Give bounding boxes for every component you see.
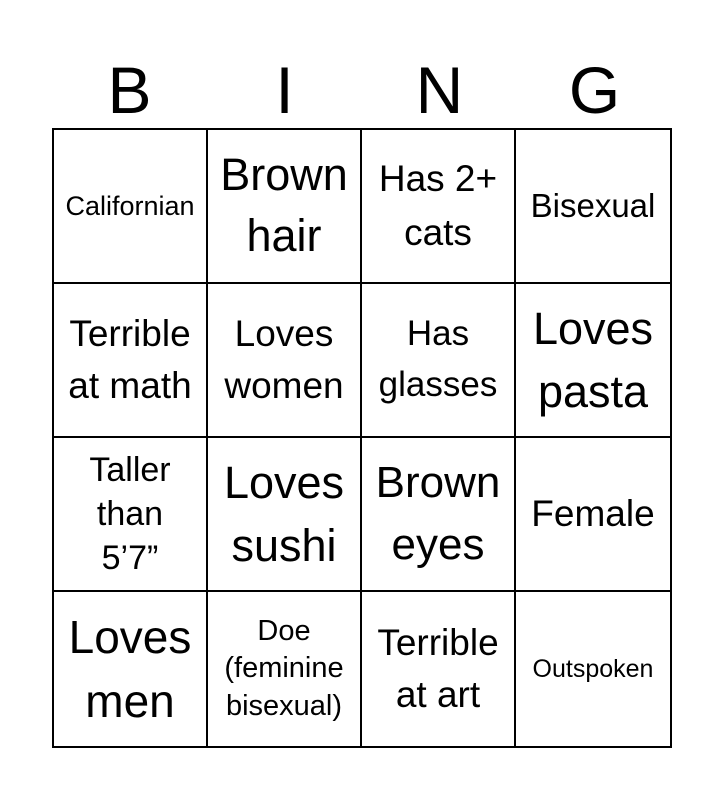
header-letter-b: B — [107, 53, 152, 127]
cell-label: Has glasses — [378, 314, 498, 404]
bingo-board — [52, 128, 672, 748]
bingo-cell[interactable] — [516, 438, 670, 592]
header-letter-n: N — [415, 53, 464, 127]
cell-label: Terrible at art — [377, 622, 499, 715]
bingo-cell[interactable] — [362, 130, 516, 284]
bingo-cell[interactable] — [516, 130, 670, 284]
cell-label: Loves men — [68, 610, 192, 727]
cell-label: Bisexual — [530, 187, 656, 225]
bingo-cell[interactable] — [54, 438, 208, 592]
cell-label: Outspoken — [532, 655, 654, 683]
cell-label: Terrible at math — [68, 313, 192, 406]
cell-label: Female — [531, 493, 655, 535]
cell-label: Has 2+ cats — [378, 158, 498, 253]
bingo-header — [52, 52, 672, 128]
cell-label: Brown hair — [220, 149, 348, 261]
header-letter-i: I — [275, 53, 294, 127]
bingo-cell[interactable] — [362, 592, 516, 746]
cell-label: Loves pasta — [532, 303, 654, 417]
bingo-cell[interactable] — [516, 284, 670, 438]
bingo-cell[interactable] — [208, 438, 362, 592]
cell-label: Taller than 5’7” — [89, 450, 171, 578]
cell-label: Doe (feminine bisexual) — [224, 615, 344, 722]
header-letter-g: G — [568, 53, 621, 127]
cell-label: Californian — [65, 190, 195, 221]
bingo-cell[interactable] — [54, 284, 208, 438]
bingo-cell[interactable] — [208, 284, 362, 438]
bingo-cell[interactable] — [516, 592, 670, 746]
bingo-cell[interactable] — [54, 592, 208, 746]
bingo-cell[interactable] — [54, 130, 208, 284]
cell-label: Loves sushi — [223, 457, 345, 571]
bingo-cell[interactable] — [208, 130, 362, 284]
cell-label: Brown eyes — [375, 458, 501, 569]
cell-label: Loves women — [224, 313, 344, 406]
bingo-cell[interactable] — [362, 438, 516, 592]
bingo-cell[interactable] — [362, 284, 516, 438]
bingo-cell[interactable] — [208, 592, 362, 746]
